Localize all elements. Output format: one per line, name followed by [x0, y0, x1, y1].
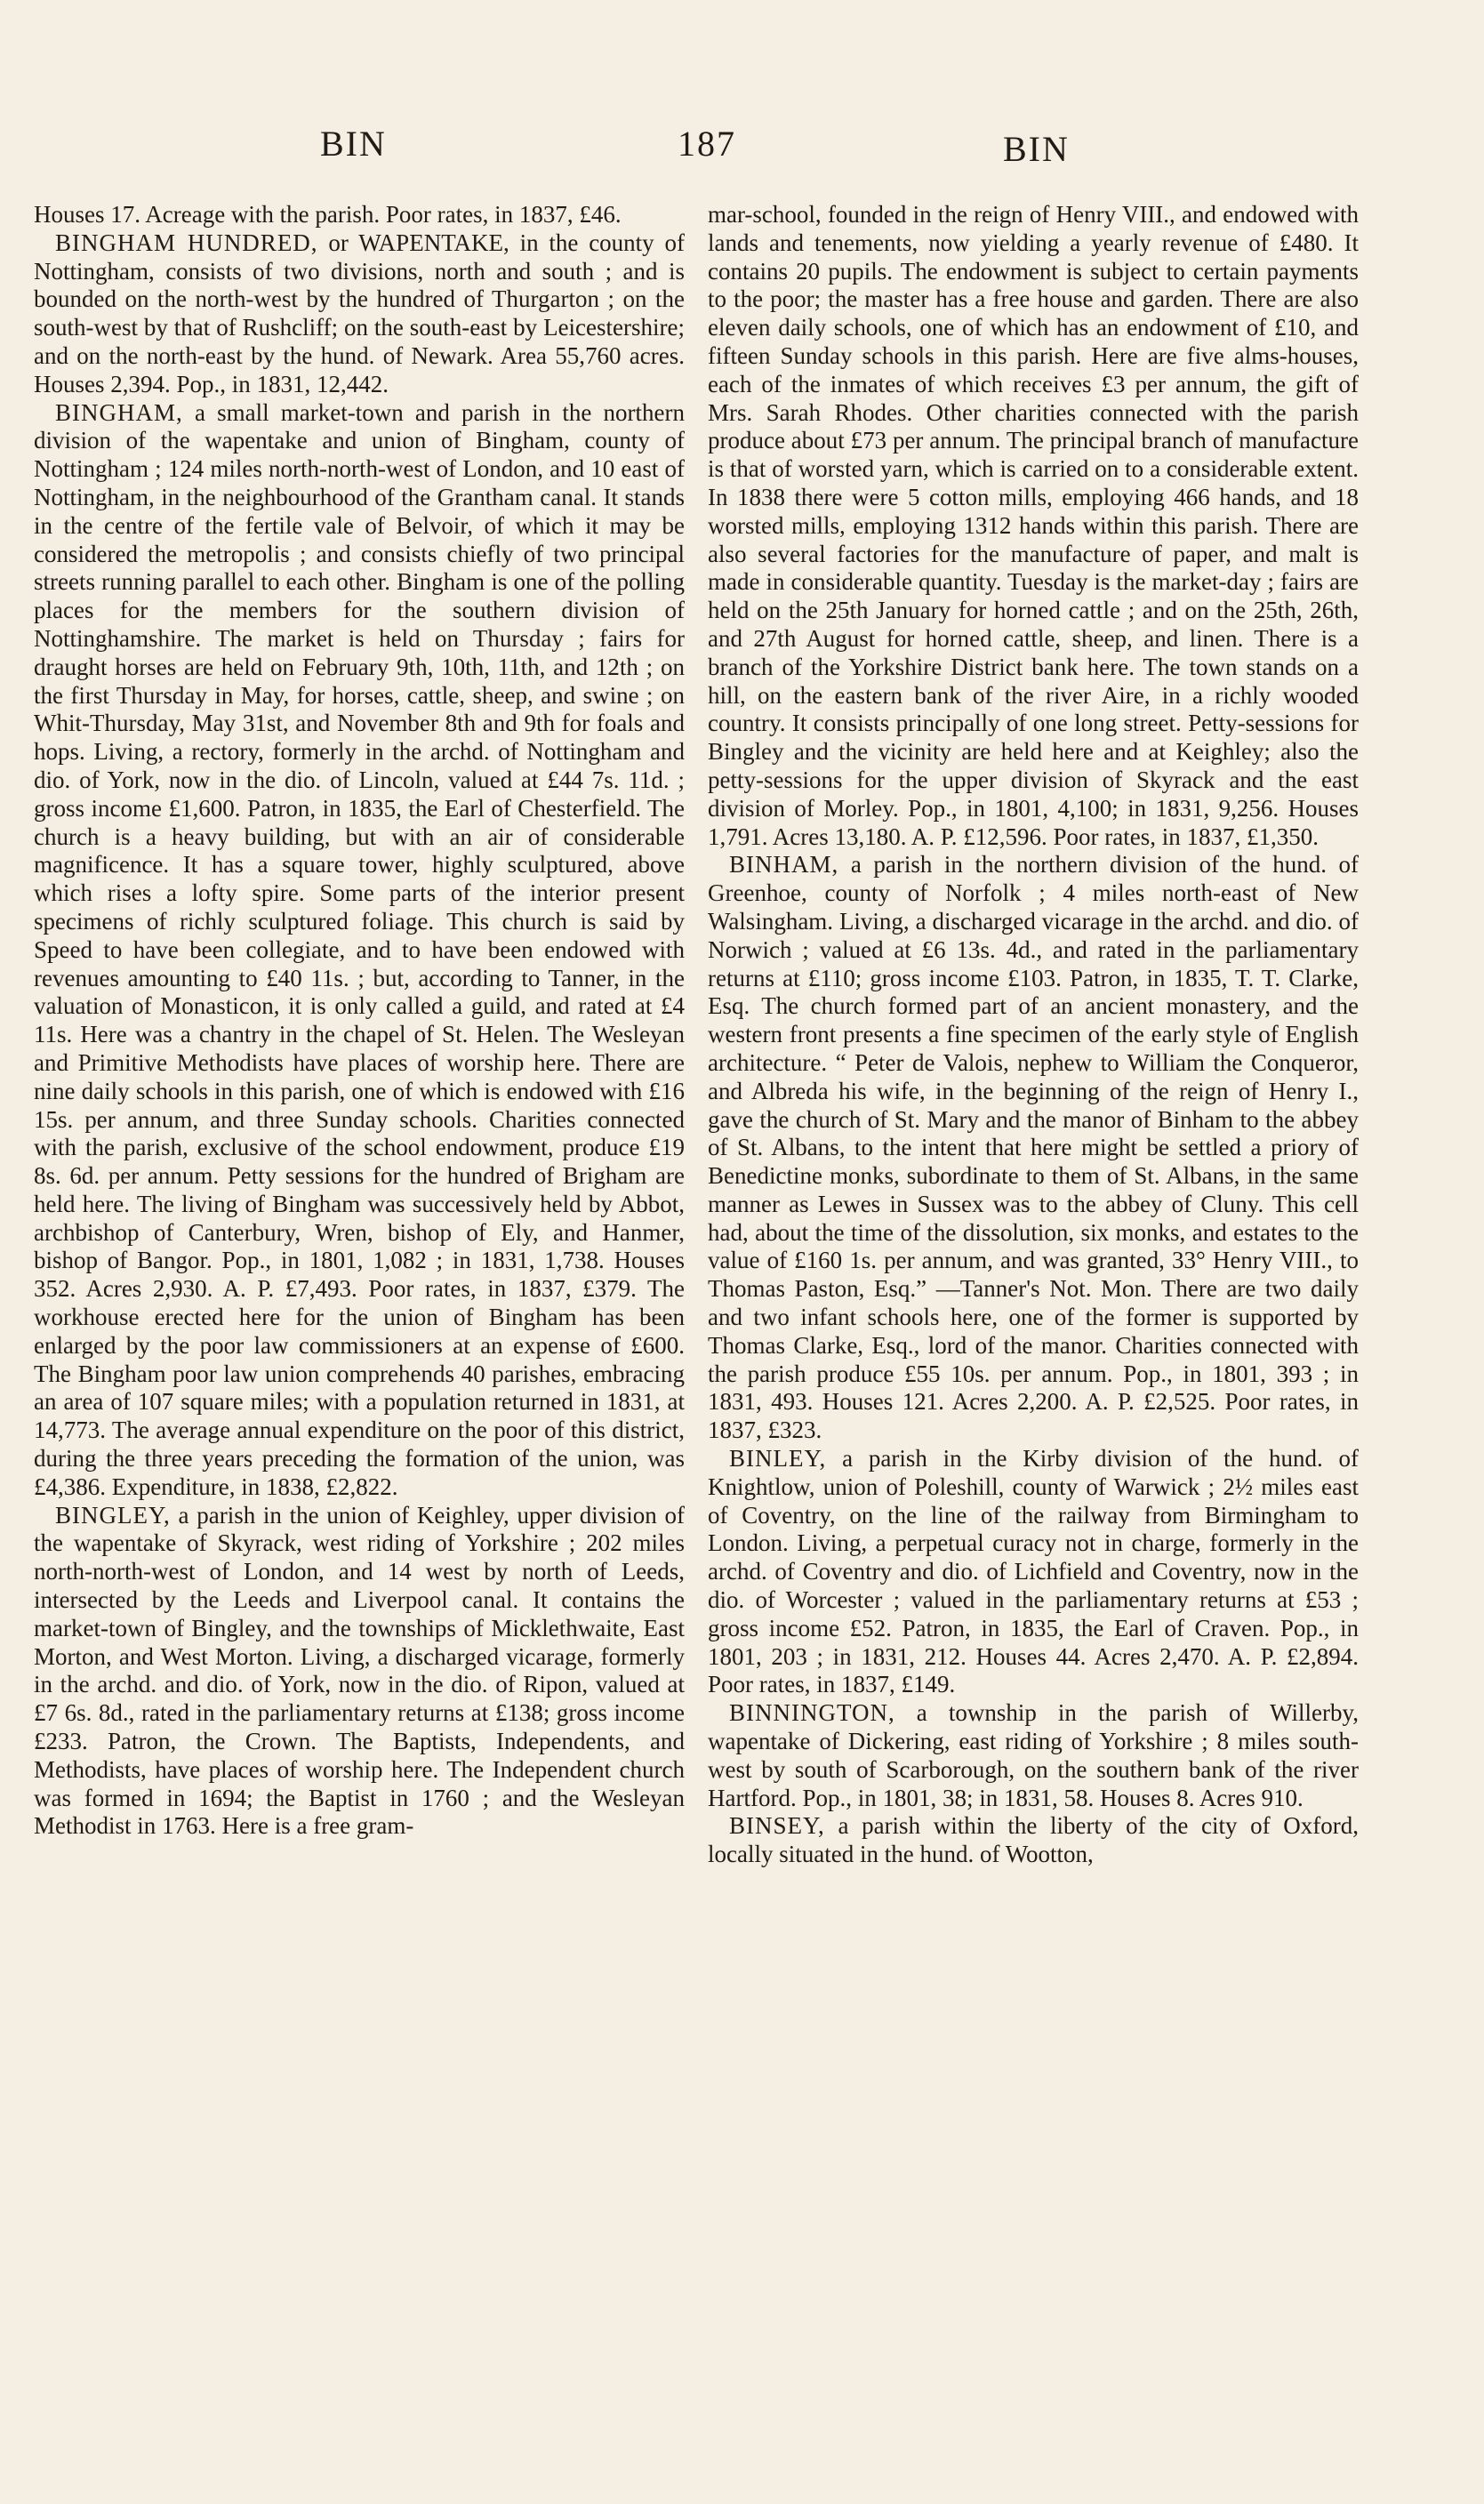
entry-text: a parish in the northern division of the hund. of Greenhoe, county of Norfolk ; 4 miles north-east of New Walsingham. Living, a discharged vicarage in the archd. and dio. of Norwich ; valued at £6 13s. 4d., and rated in the parliamentary returns at £110; gross income £103. Patron, in 1835, T. T. Clarke, Esq. The church formed part of an ancient monastery, and the western front presents a fine specimen of the early style of English architecture. “ Peter de Valois, nephew to William the Conqueror, and Albreda his wife, in the beginning of the reign of Henry I., gave the church of St. Mary and the manor of Binham to the abbey of St. Albans, to the intent that here might be settled a priory of Benedictine monks, subordinate to them of St. Albans, in the same manner as Lewes in Sussex was to the abbey of Cluny. This cell had, about the time of the dissolution, six monks, and estates to the value of £160 1s. per annum, and was granted, 33° Henry VIII., to Thomas Paston, Esq.” —Tanner's Not. Mon. There are two daily and two infant schools here, one of the former is supported by Thomas Clarke, Esq., lord of the manor. Charities connected with the parish produce £55 10s. per annum. Pop., in 1801, 393 ; in 1831, 493. Houses 121. Acres 2,200. A. P. £2,525. Poor rates, in 1837, £323. — [708, 851, 1359, 1444]
left-para-2 — [34, 399, 685, 1502]
running-header — [0, 123, 1484, 176]
right-para-2 — [708, 1445, 1359, 1699]
entry-heading: BINGHAM HUNDRED, — [55, 229, 318, 256]
entry-text: or WAPENTAKE, in the county of Nottingham, consists of two divisions, north and south ; and is bounded on the north-west by the hundred of Thurgarton ; on the south-west by that of Rushcliff; on the south-east by Leicestershire; and on the north-east by the hund. of Newark. Area 55,760 acres. Houses 2,394. Pop., in 1831, 12,442. — [34, 229, 685, 397]
entry-text: a parish in the union of Keighley, upper division of the wapentake of Skyrack, west riding of Yorkshire ; 202 miles north-north-west of London, and 14 west by north of Leeds, intersected by the Leeds and Liverpool canal. It contains the market-town of Bingley, and the townships of Micklethwaite, East Morton, and West Morton. Living, a discharged vicarage, formerly in the archd. and dio. of York, now in the dio. of Ripon, valued at £7 6s. 8d., rated in the parliamentary returns at £138; gross income £233. Patron, the Crown. The Baptists, Independents, and Methodists, have places of worship here. The Independent church was formed in 1694; the Baptist in 1760 ; and the Wesleyan Methodist in 1763. Here is a free gram- — [34, 1501, 685, 1840]
entry-heading: BINGHAM, — [55, 398, 183, 426]
left-para-3 — [34, 1502, 685, 1842]
right-column — [708, 201, 1359, 1869]
entry-text: a small market-town and parish in the northern division of the wapentake and union of Bingham, county of Nottingham ; 124 miles north-north-west of London, and 10 east of Nottingham, in the neighbourhood of the Grantham canal. It stands in the centre of the fertile vale of Belvoir, of which it may be considered the metropolis ; and consists chiefly of two principal streets running parallel to each other. Bingham is one of the polling places for the members for the southern division of Nottinghamshire. The market is held on Thursday ; fairs for draught horses are held on February 9th, 10th, 11th, and 12th ; on the first Thursday in May, for horses, cattle, sheep, and swine ; on Whit-Thursday, May 31st, and November 8th and 9th for foals and hops. Living, a rectory, formerly in the archd. of Nottingham and dio. of York, now in the dio. of Lincoln, valued at £44 7s. 11d. ; gross income £1,600. Patron, in 1835, the Earl of Chesterfield. The church is a heavy building, but with an air of considerable magnificence. It has a square tower, highly sculptured, above which rises a lofty spire. Some parts of the interior present specimens of richly sculptured foliage. This church is said by Speed to have been collegiate, and to have been endowed with revenues amounting to £40 11s. ; but, according to Tanner, in the valuation of Monasticon, it is only called a guild, and rated at £4 11s. Here was a chantry in the chapel of St. Helen. The Wesleyan and Primitive Methodists have places of worship here. There are nine daily schools in this parish, one of which is endowed with £16 15s. per annum, and three Sunday schools. Charities connected with the parish, exclusive of the school endowment, produce £19 8s. 6d. per annum. Petty sessions for the hundred of Brigham are held here. The living of Bingham was successively held by Abbot, archbishop of Canterbury, Wren, bishop of Ely, and Hanmer, bishop of Bangor. Pop., in 1801, 1,082 ; in 1831, 1,738. Houses 352. Acres 2,930. A. P. £7,493. Poor rates, in 1837, £379. The workhouse erected here for the union of Bingham has been enlarged by the poor law commissioners at an expense of £600. The Bingham poor law union comprehends 40 parishes, embracing an area of 107 square miles; with a population returned in 1831, at 14,773. The average annual expenditure on the poor of this district, during the three years preceding the formation of the union, was £4,386. Expenditure, in 1838, £2,822. — [34, 398, 685, 1500]
header-left-word: BIN — [320, 124, 387, 164]
entry-text: a parish within the liberty of the city of Oxford, locally situated in the hund. of Wootton, — [708, 1812, 1359, 1868]
entry-heading: BINGLEY, — [55, 1501, 171, 1529]
entry-heading: BINHAM, — [729, 851, 839, 879]
left-para-0 — [34, 201, 685, 229]
entry-text: a parish in the Kirby division of the hund. of Knightlow, union of Poleshill, county of Warwick ; 2½ miles east of Coventry, on the line of the railway from Birmingham to London. Living, a perpetual curacy not in charge, formerly in the archd. of Coventry and dio. of Lichfield and Coventry, now in the dio. of Worcester ; valued in the parliamentary returns at £53 ; gross income £52. Patron, in 1835, the Earl of Craven. Pop., in 1801, 203 ; in 1831, 212. Houses 44. Acres 2,470. A. P. £2,894. Poor rates, in 1837, £149. — [708, 1445, 1359, 1698]
left-column — [34, 201, 685, 1841]
entry-heading: BINNINGTON, — [729, 1699, 895, 1727]
page-number: 187 — [678, 124, 736, 164]
entry-text: mar-school, founded in the reign of Henry VIII., and endowed with lands and tenements, now yielding a yearly revenue of £480. It contains 20 pupils. The endowment is subject to certain payments to the poor; the master has a free house and garden. There are also eleven daily schools, one of which has an endowment of £10, and fifteen Sunday schools in this parish. Here are five alms-houses, each of the inmates of which receives £3 per annum, the gift of Mrs. Sarah Rhodes. Other charities connected with the parish produce about £73 per annum. The principal branch of manufacture is that of worsted yarn, which is carried on to a considerable extent. In 1838 there were 5 cotton mills, employing 466 hands, and 18 worsted mills, employing 1312 hands within this parish. There are also several factories for the manufacture of paper, and malt is made in considerable quantity. Tuesday is the market-day ; fairs are held on the 25th January for horned cattle ; and on the 25th, 26th, and 27th August for horned cattle, sheep, and linen. There is a branch of the Yorkshire District bank here. The town stands on a hill, on the eastern bank of the river Aire, in a richly wooded country. It consists principally of one long street. Petty-sessions for Bingley and the vicinity are held here and at Keighley; also the petty-sessions for the upper division of Skyrack and the east division of Morley. Pop., in 1801, 4,100; in 1831, 9,256. Houses 1,791. Acres 13,180. A. P. £12,596. Poor rates, in 1837, £1,350. — [708, 201, 1359, 850]
left-para-1 — [34, 229, 685, 399]
entry-text: Houses 17. Acreage with the parish. Poor rates, in 1837, £46. — [34, 201, 622, 228]
header-right-word: BIN — [1003, 129, 1070, 169]
right-para-3 — [708, 1699, 1359, 1812]
entry-heading: BINLEY, — [729, 1445, 827, 1473]
entry-heading: BINSEY, — [729, 1812, 825, 1840]
right-para-4 — [708, 1812, 1359, 1869]
right-para-0 — [708, 201, 1359, 851]
right-para-1 — [708, 851, 1359, 1445]
entry-text: a township in the parish of Willerby, wapentake of Dickering, east riding of Yorkshire ; 8 miles south-west by south of Scarborough, on the southern bank of the river Hartford. Pop., in 1801, 38; in 1831, 58. Houses 8. Acres 910. — [708, 1699, 1359, 1811]
